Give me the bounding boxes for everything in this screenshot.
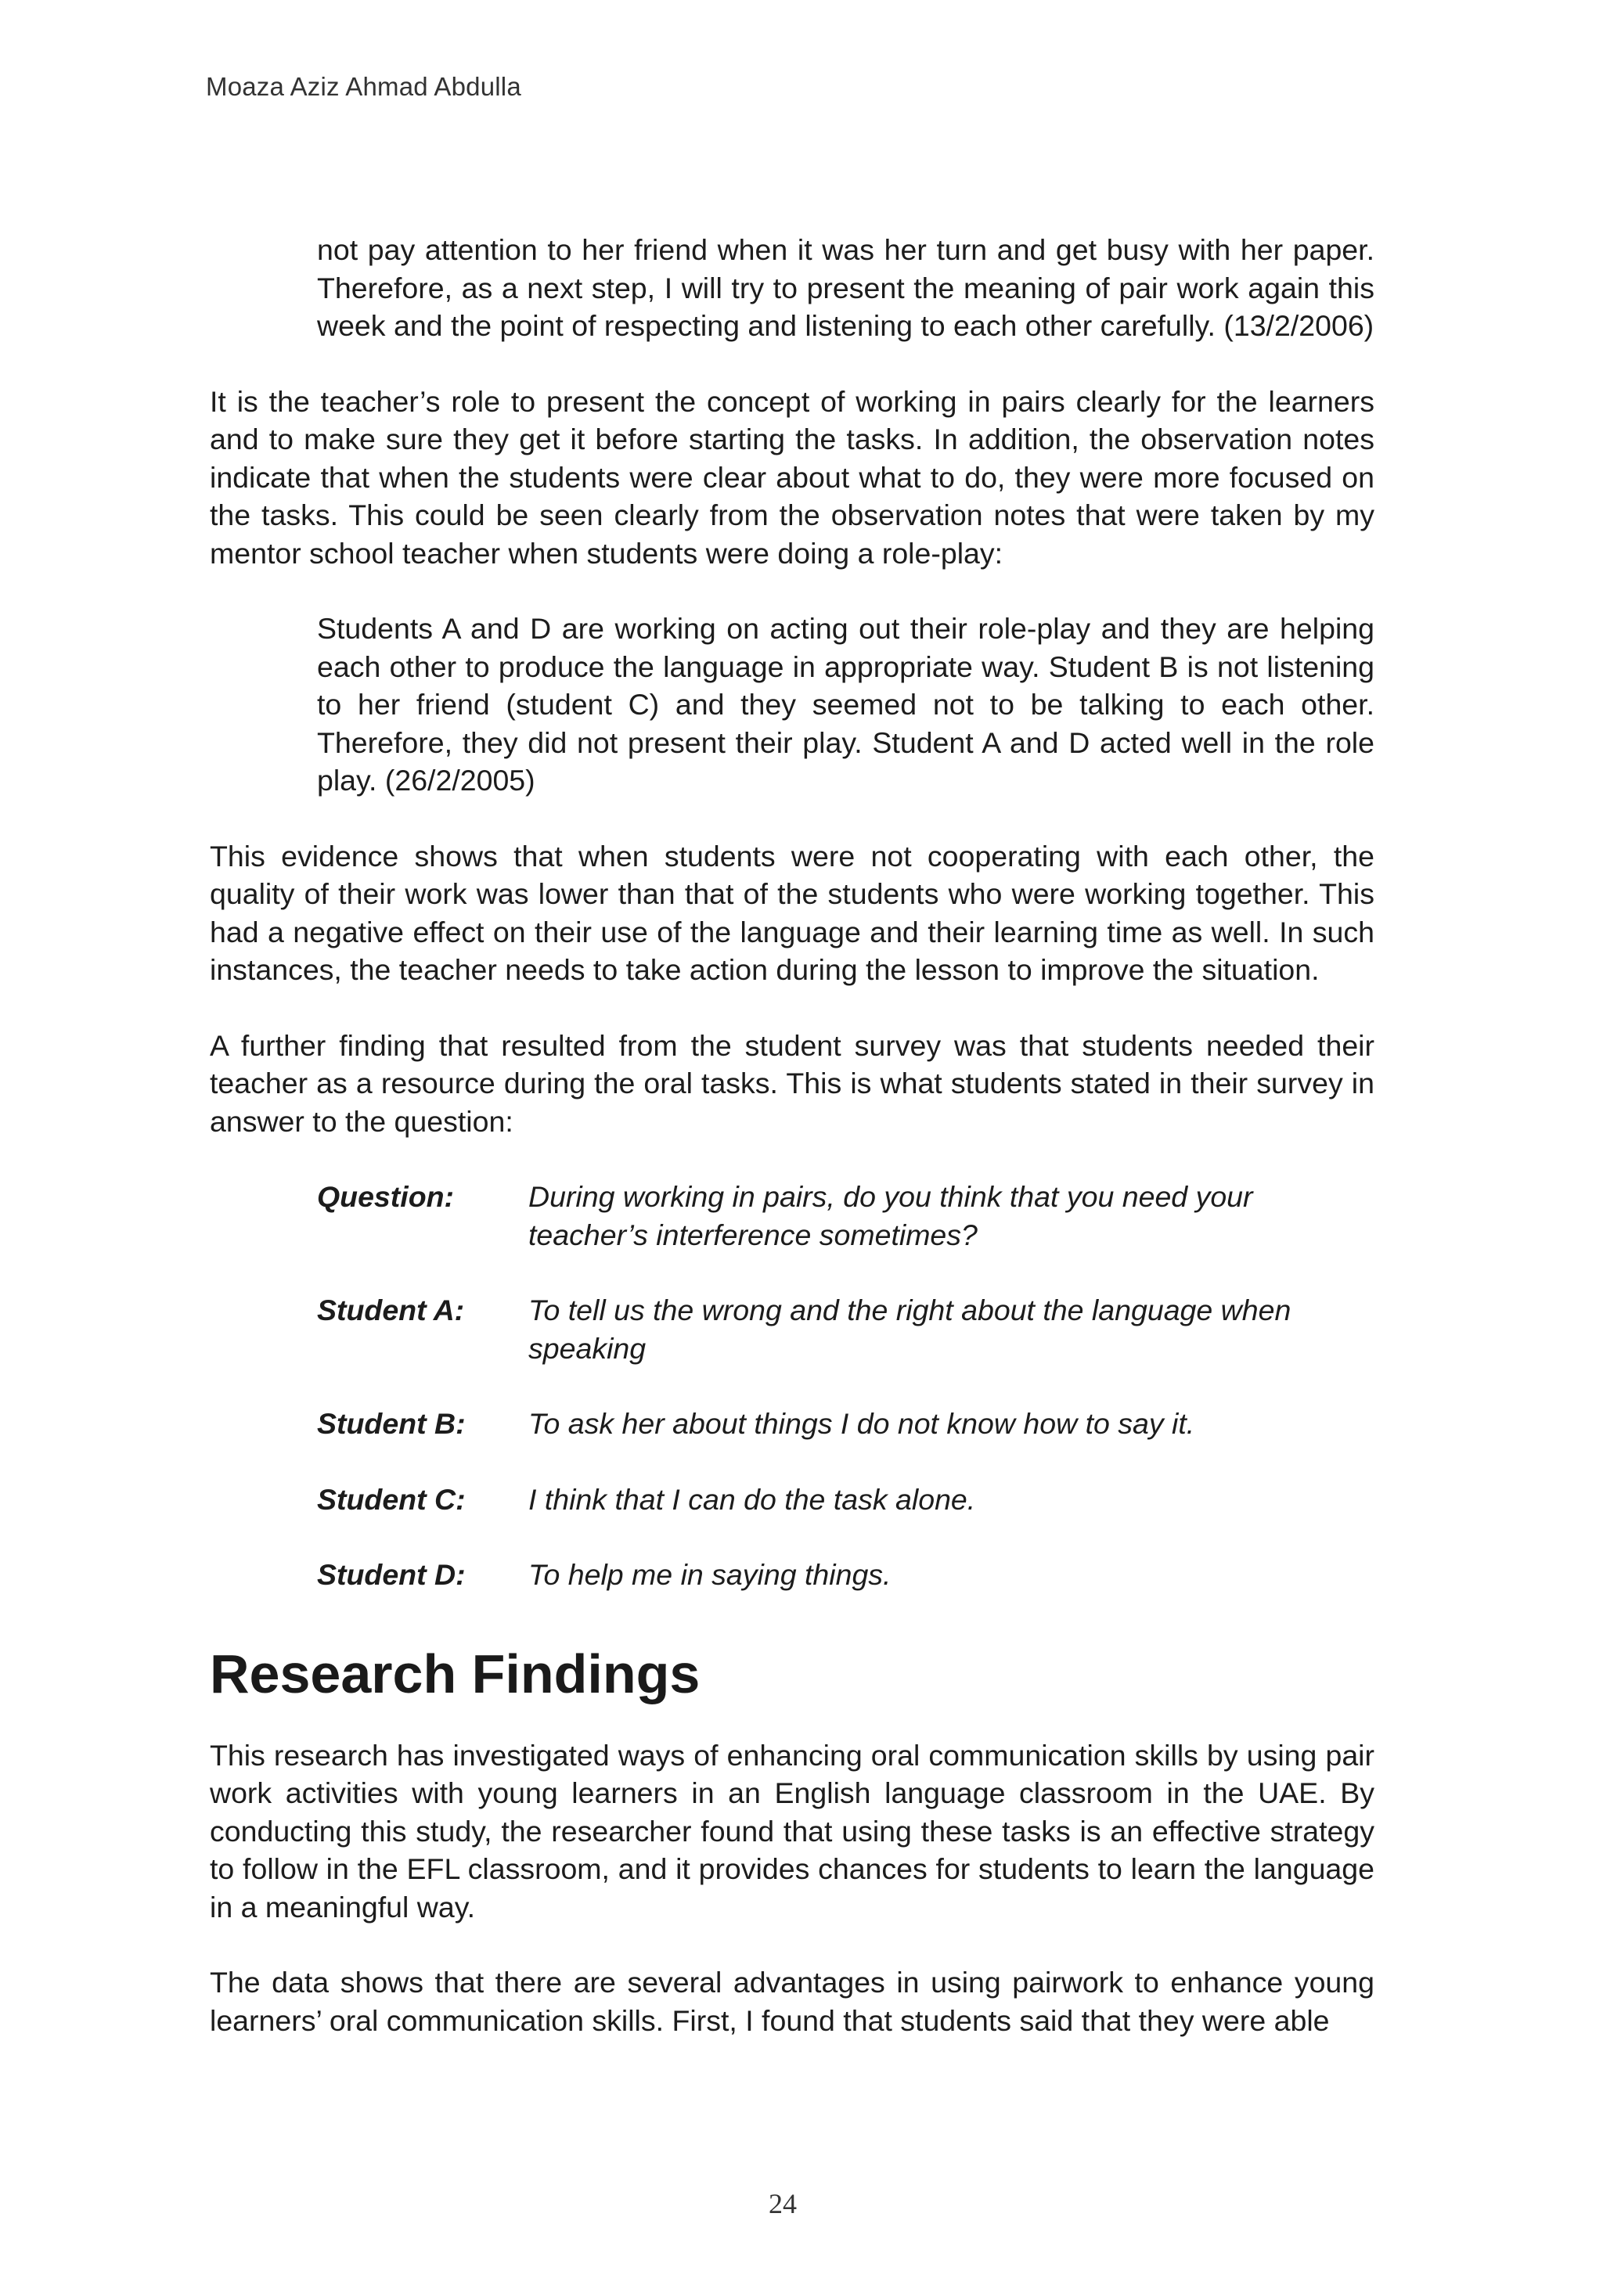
running-header-author: Moaza Aziz Ahmad Abdulla (206, 72, 521, 101)
page-body (210, 231, 1374, 2039)
body-paragraph-advantages: The data shows that there are several advantages in using pairwork to enhance young learners’ oral communication skills. First, I found that students said that they were able (210, 1966, 1374, 2037)
survey-label: Student D: (317, 1558, 466, 1591)
survey-responses (317, 1178, 1374, 1594)
survey-row-student-b (317, 1405, 1374, 1443)
block-quote-observation-2: Students A and D are working on acting out their role-play and they are helping each other to produce the language in appropriate way. Student B is not listening to her friend (student C) and they seemed not to be talking to each other. Therefore, they did not present their play. Student A and D acted well in the role play. (26/2/2005) (317, 612, 1374, 797)
survey-text: During working in pairs, do you think that you need your teacher’s interference sometimes? (528, 1180, 1253, 1251)
block-quote-observation-1: not pay attention to her friend when it was her turn and get busy with her paper. Therefore, as a next step, I will try to present the meaning of pair work again this week and the point of respecting and listening to each other carefully. (13/2/2006) (317, 233, 1374, 342)
section-heading: Research Findings (210, 1643, 701, 1704)
body-paragraph-findings: This research has investigated ways of enhancing oral communication skills by using pair work activities with young learners in an English language classroom in the UAE. By conducting this study, the researcher found that using these tasks is an effective strategy to follow in the EFL classroom, and it provides chances for students to learn the language in a meaningful way. (210, 1738, 1374, 1924)
survey-label: Student A: (317, 1294, 465, 1326)
survey-row-student-d (317, 1556, 1374, 1594)
survey-row-student-a (317, 1291, 1374, 1367)
survey-text: To ask her about things I do not know how to say it. (528, 1407, 1195, 1440)
survey-label: Student B: (317, 1407, 466, 1440)
survey-text: To help me in saying things. (528, 1558, 892, 1591)
body-paragraph-evidence: This evidence shows that when students were not cooperating with each other, the quality of their work was lower than that of the students who were working together. This had a negative effect on their use of the language and their learning time as well. In such instances, the teacher needs to take action during the lesson to improve the situation. (210, 839, 1374, 986)
survey-text: I think that I can do the task alone. (528, 1482, 976, 1516)
page-number: 24 (769, 2188, 797, 2219)
body-paragraph-survey-intro: A further finding that resulted from the student survey was that students needed their teacher as a resource during the oral tasks. This is what students stated in their survey in answer to the question: (210, 1028, 1374, 1138)
body-paragraph-teacher-role: It is the teacher’s role to present the concept of working in pairs clearly for the learners and to make sure they get it before starting the tasks. In addition, the observation notes indicate that when the students were clear about what to do, they were more focused on the tasks. This could be seen clearly from the observation notes that were taken by my mentor school teacher when students were doing a role-play: (210, 384, 1374, 570)
survey-row-student-c (317, 1481, 1374, 1519)
survey-text: To tell us the wrong and the right about the language when speaking (528, 1294, 1291, 1365)
survey-label: Question: (317, 1180, 454, 1213)
survey-label: Student C: (317, 1482, 466, 1516)
survey-row-question (317, 1178, 1374, 1254)
